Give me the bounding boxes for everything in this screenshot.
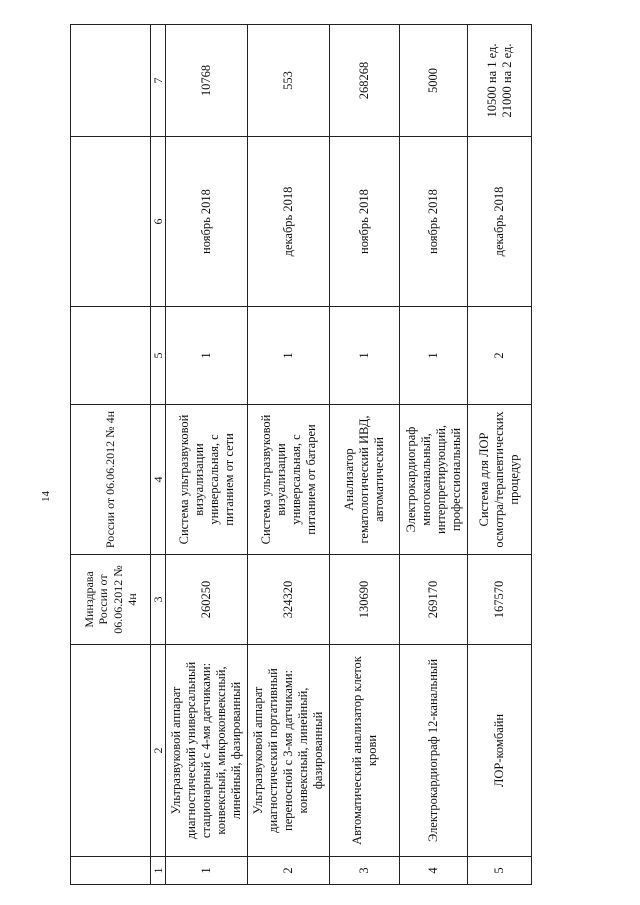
header-cell-4: России от 06.06.2012 № 4н xyxy=(71,405,151,555)
equipment-quantity: 1 xyxy=(330,307,400,405)
column-number: 1 xyxy=(151,857,166,885)
header-cell-6 xyxy=(71,137,151,307)
equipment-type: Электрокардиограф многоканальный, интерпретирующий, профессиональный xyxy=(400,405,468,555)
equipment-name: Автоматический анализатор клеток крови xyxy=(330,645,400,857)
column-number: 6 xyxy=(151,137,166,307)
equipment-name: Ультразвуковой аппарат диагностический портативный переносной с 3-мя датчиками: конвексный, линейный, фазированный xyxy=(248,645,330,857)
header-cell-7 xyxy=(71,25,151,137)
row-number: 5 xyxy=(468,857,532,885)
equipment-code: 269170 xyxy=(400,555,468,645)
row-number: 1 xyxy=(166,857,248,885)
row-number: 4 xyxy=(400,857,468,885)
header-cell-3: Минздрава России от 06.06.2012 № 4н xyxy=(71,555,151,645)
equipment-name: ЛОР-комбайн xyxy=(468,645,532,857)
column-number: 5 xyxy=(151,307,166,405)
equipment-quantity: 2 xyxy=(468,307,532,405)
table-row xyxy=(400,25,468,885)
equipment-code: 324320 xyxy=(248,555,330,645)
header-cell-2 xyxy=(71,645,151,857)
column-number: 3 xyxy=(151,555,166,645)
table-row xyxy=(468,25,532,885)
equipment-quantity: 1 xyxy=(166,307,248,405)
equipment-type: Анализатор гематологический ИВД, автоматический xyxy=(330,405,400,555)
delivery-date: декабрь 2018 xyxy=(468,137,532,307)
header-row xyxy=(71,25,151,885)
equipment-name: Ультразвуковой аппарат диагностический универсальный стационарный с 4-мя датчиками: конвексный, микроконвексный, линейный, фазированный xyxy=(166,645,248,857)
row-number: 3 xyxy=(330,857,400,885)
page-number: 14 xyxy=(40,491,52,502)
equipment-type: Система для ЛОР осмотра/терапевтических процедур xyxy=(468,405,532,555)
equipment-price: 268268 xyxy=(330,25,400,137)
delivery-date: ноябрь 2018 xyxy=(166,137,248,307)
equipment-table xyxy=(70,24,532,885)
equipment-price: 5000 xyxy=(400,25,468,137)
row-number: 2 xyxy=(248,857,330,885)
equipment-code: 130690 xyxy=(330,555,400,645)
equipment-code: 260250 xyxy=(166,555,248,645)
delivery-date: декабрь 2018 xyxy=(248,137,330,307)
equipment-type: Система ультразвуковой визуализации универсальная, с питанием от батареи xyxy=(248,405,330,555)
delivery-date: ноябрь 2018 xyxy=(330,137,400,307)
table-row xyxy=(248,25,330,885)
equipment-type: Система ультразвуковой визуализации универсальная, с питанием от сети xyxy=(166,405,248,555)
equipment-quantity: 1 xyxy=(248,307,330,405)
equipment-code: 167570 xyxy=(468,555,532,645)
column-number: 7 xyxy=(151,25,166,137)
column-number: 2 xyxy=(151,645,166,857)
header-cell-1 xyxy=(71,857,151,885)
equipment-quantity: 1 xyxy=(400,307,468,405)
table-row xyxy=(330,25,400,885)
column-number: 4 xyxy=(151,405,166,555)
equipment-name: Электрокардиограф 12-канальный xyxy=(400,645,468,857)
table-row xyxy=(166,25,248,885)
equipment-price: 10500 на 1 ед. 21000 на 2 ед. xyxy=(468,25,532,137)
rotated-table-container xyxy=(70,25,530,885)
header-cell-5 xyxy=(71,307,151,405)
equipment-price: 553 xyxy=(248,25,330,137)
delivery-date: ноябрь 2018 xyxy=(400,137,468,307)
equipment-price: 10768 xyxy=(166,25,248,137)
column-number-row xyxy=(151,25,166,885)
